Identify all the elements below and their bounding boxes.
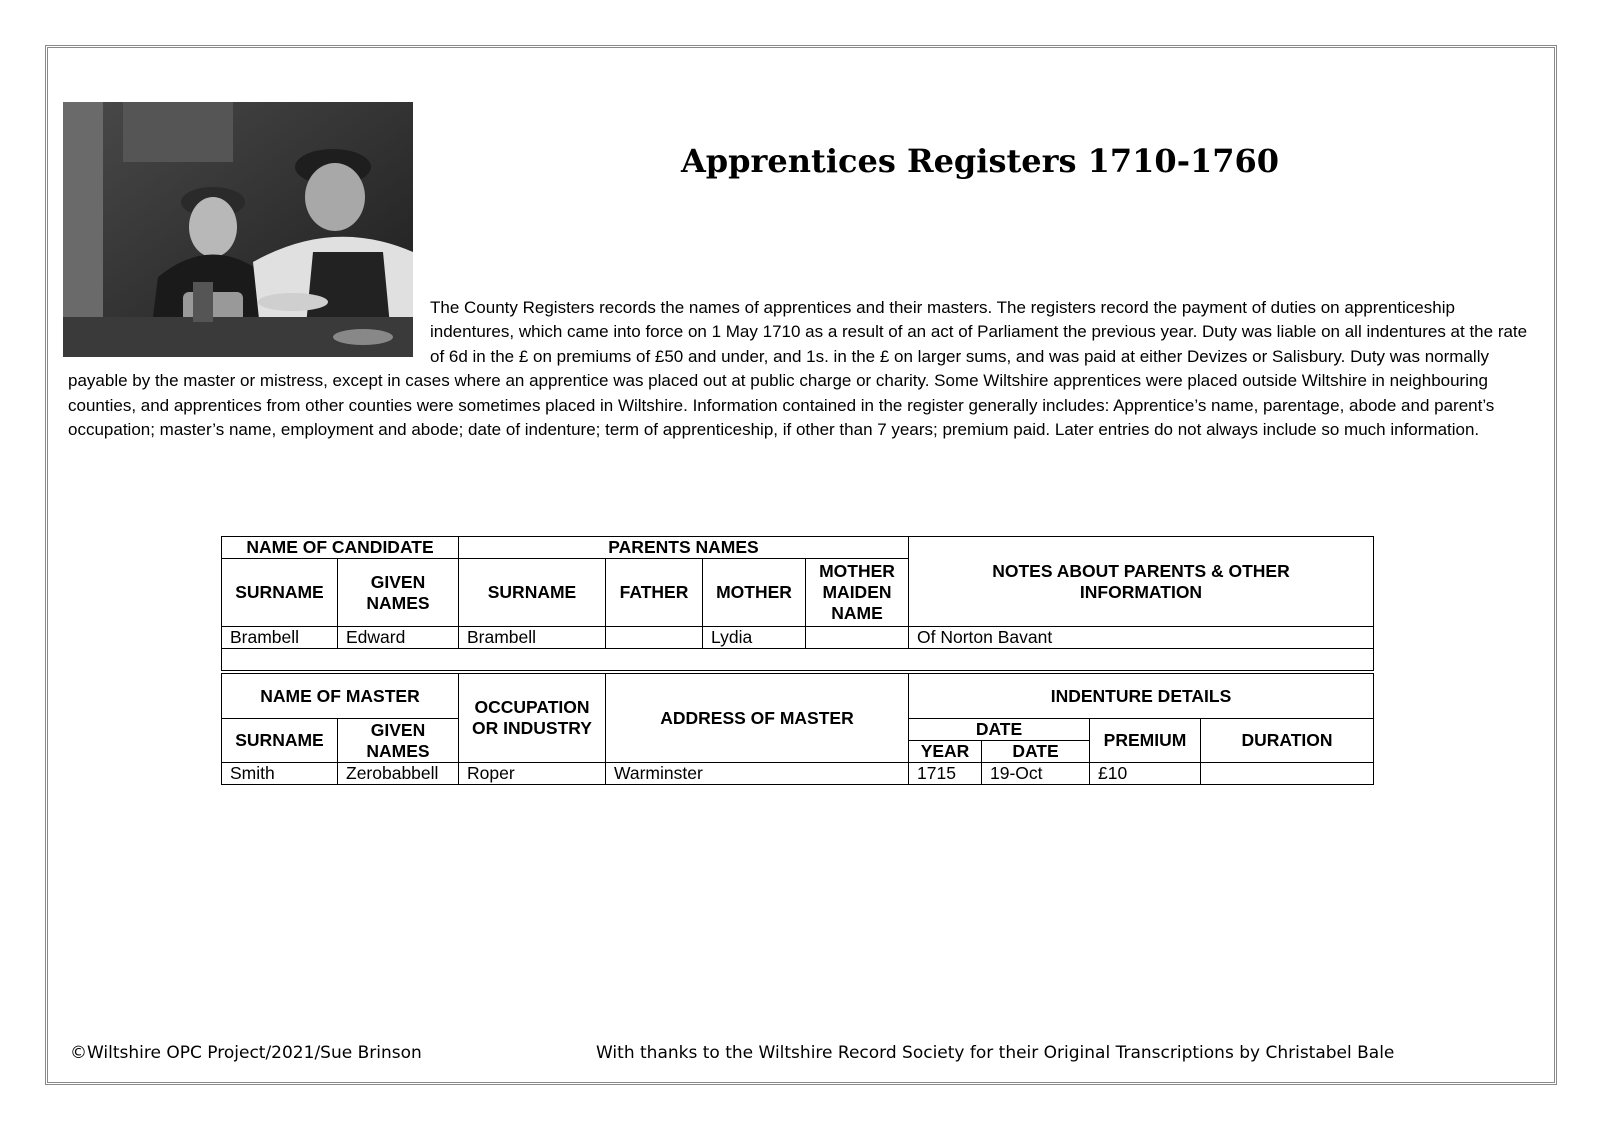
table-spacer-row — [222, 649, 1374, 671]
cell-candidate-surname: Brambell — [222, 627, 338, 649]
footer-acknowledgement: With thanks to the Wiltshire Record Society for their Original Transcriptions by Christabel Bale — [596, 1043, 1395, 1063]
footer-copyright: ©Wiltshire OPC Project/2021/Sue Brinson — [70, 1043, 422, 1063]
cell-master-surname: Smith — [222, 763, 338, 785]
cell-date: 19-Oct — [982, 763, 1090, 785]
cell-notes: Of Norton Bavant — [909, 627, 1374, 649]
cell-father — [606, 627, 703, 649]
header-occupation: OCCUPATION OR INDUSTRY — [459, 674, 606, 763]
header-name-of-candidate: NAME OF CANDIDATE — [222, 537, 459, 559]
header-parents-names: PARENTS NAMES — [459, 537, 909, 559]
header-parent-surname: SURNAME — [459, 559, 606, 627]
table-row — [222, 763, 1374, 785]
header-candidate-given-names: GIVEN NAMES — [338, 559, 459, 627]
cell-mother-maiden-name — [806, 627, 909, 649]
header-father: FATHER — [606, 559, 703, 627]
cell-candidate-given-names: Edward — [338, 627, 459, 649]
photo-text-wrap-spacer — [68, 296, 430, 369]
header-premium: PREMIUM — [1090, 719, 1201, 763]
candidate-table — [221, 536, 1374, 671]
header-address-of-master: ADDRESS OF MASTER — [606, 674, 909, 763]
cell-premium: £10 — [1090, 763, 1201, 785]
header-candidate-surname: SURNAME — [222, 559, 338, 627]
intro-paragraph — [68, 296, 1538, 442]
header-mother-maiden-name: MOTHER MAIDEN NAME — [806, 559, 909, 627]
cell-parent-surname: Brambell — [459, 627, 606, 649]
header-master-surname: SURNAME — [222, 719, 338, 763]
cell-year: 1715 — [909, 763, 982, 785]
cell-duration — [1201, 763, 1374, 785]
header-master-given-names: GIVEN NAMES — [338, 719, 459, 763]
header-year: YEAR — [909, 741, 982, 763]
header-date: DATE — [982, 741, 1090, 763]
header-duration: DURATION — [1201, 719, 1374, 763]
header-mother: MOTHER — [703, 559, 806, 627]
cell-occupation: Roper — [459, 763, 606, 785]
header-date-group: DATE — [909, 719, 1090, 741]
header-notes: NOTES ABOUT PARENTS & OTHER INFORMATION — [909, 537, 1374, 627]
header-name-of-master: NAME OF MASTER — [222, 674, 459, 719]
header-indenture-details: INDENTURE DETAILS — [909, 674, 1374, 719]
cell-master-given-names: Zerobabbell — [338, 763, 459, 785]
table-row — [222, 627, 1374, 649]
intro-text: The County Registers records the names of apprentices and their masters. The registers record the payment of duties on apprenticeship indentures, which came into force on 1 May 1710 as a result of an act of Parliament the previous year. Duty was liable on all indentures at the rate of 6d in the £ on premiums of £50 and under, and 1s. in the £ on larger sums, and was paid at either Devizes or Salisbury. Duty was normally payable by the master or mistress, except in cases where an apprentice was placed out at public charge or charity. Some Wiltshire apprentices were placed outside Wiltshire in neighbouring counties, and apprentices from other counties were sometimes placed in Wiltshire. Information contained in the register generally includes: Apprentice’s name, parentage, abode and parent’s occupation; master’s name, employment and abode; date of indenture; term of apprenticeship, if other than 7 years; premium paid. Later entries do not always include so much information. — [68, 298, 1528, 440]
cell-mother: Lydia — [703, 627, 806, 649]
page-title: Apprentices Registers 1710-1760 — [680, 142, 1280, 180]
spacer-cell — [222, 649, 1374, 671]
cell-address: Warminster — [606, 763, 909, 785]
master-table — [221, 673, 1374, 785]
